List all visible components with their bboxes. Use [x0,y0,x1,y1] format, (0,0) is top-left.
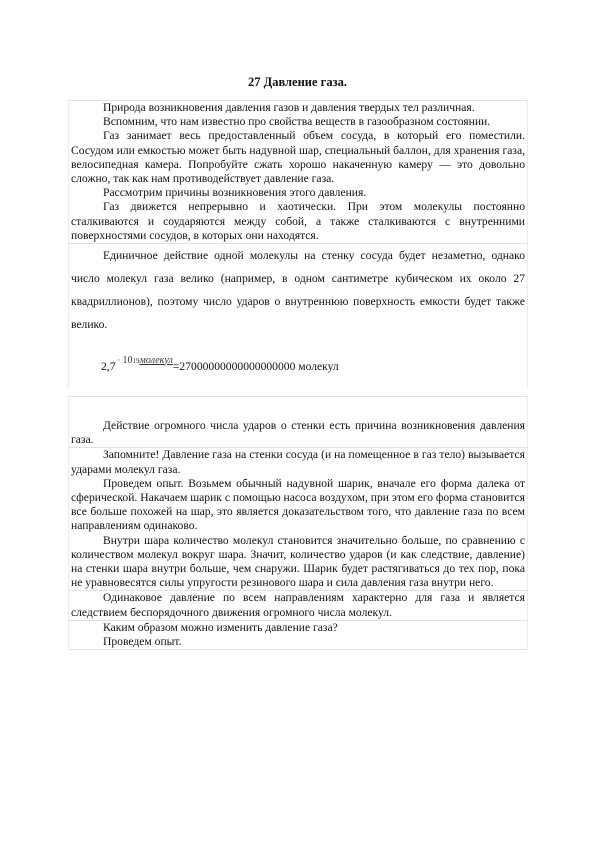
text-block-3 [68,396,528,447]
paragraph-3: Газ занимает весь предоставленный объем сосуда, в который его поместили. Сосудом или емкостью может быть надувной шар, специальный баллон, для хранения газа, велосипедная камера. Попробуйте сжать хорошо накаченную камеру — это довольно сложно, так как нам противодействует давление газа. [71,129,525,186]
paragraph-4: Рассмотрим причины возникновения этого давления. [103,186,367,200]
text-block-2 [68,243,528,388]
paragraph-12: Каким образом можно изменить давление газа? [103,620,338,634]
text-block-6 [68,620,528,650]
formula-multiply-sign: · [117,355,121,366]
paragraph-7: Действие огромного числа ударов о стенки есть причина возникновения давления газа. [71,419,525,447]
document-body [68,100,528,650]
page-title: 27 Давление газа. [247,75,348,89]
formula-coefficient: 2,7 [101,359,116,373]
formula-base: 10 [122,354,133,366]
text-block-5 [68,590,528,619]
paragraph-6: Единичное действие одной молекулы на стенку сосуда будет незаметно, однако число молекул газа велико (например, в одном сантиметре кубическом их около 27 квадриллионов), поэтому число ударов о внутреннюю поверхность емкости будет также велико. [71,249,525,332]
text-block-1 [68,100,528,243]
formula-unit: молекул [139,354,173,366]
paragraph-5: Газ движется непрерывно и хаотически. При этом молекулы постоянно сталкиваются и соударяются между собой, а также сталкиваются с внутренними поверхностями сосудов, в которых они находятся. [71,200,525,242]
formula [71,344,525,388]
paragraph-2: Вспомним, что нам известно про свойства веществ в газообразном состоянии. [103,115,491,129]
paragraph-8: Запомните! Давление газа на стенки сосуда (и на помещенное в газ тело) вызывается ударами молекул газа. [71,448,525,476]
paragraph-13: Проведем опыт. [103,635,182,649]
formula-power-image [123,355,173,366]
paragraph-1: Природа возникновения давления газов и давления твердых тел различная. [103,101,475,114]
text-block-4 [68,447,528,590]
formula-result: =27000000000000000000 молекул [172,359,339,373]
formula-exponent: 19 [132,356,140,365]
paragraph-9: Проведем опыт. Возьмем обычный надувной шарик, вначале его форма далека от сферической. Накачаем шарик с помощью насоса воздухом, при этом его форма становится все больше похожей на шар, это является доказательством того, что давление газа по всем направлениям одинаково. [71,476,526,533]
paragraph-10: Внутри шара количество молекул становится значительно больше, по сравнению с количеством молекул вокруг шара. Значит, количество ударов (и как следствие, давление) на стенки шара внутри больше, чем снаружи. Шарик будет растягиваться до тех пор, пока не уравновесятся силы упругости резинового шара и сила давления газа внутри него. [71,533,525,590]
paragraph-11: Одинаковое давление по всем направлениям характерно для газа и является следствием беспорядочного движения огромного числа молекул. [71,591,525,619]
